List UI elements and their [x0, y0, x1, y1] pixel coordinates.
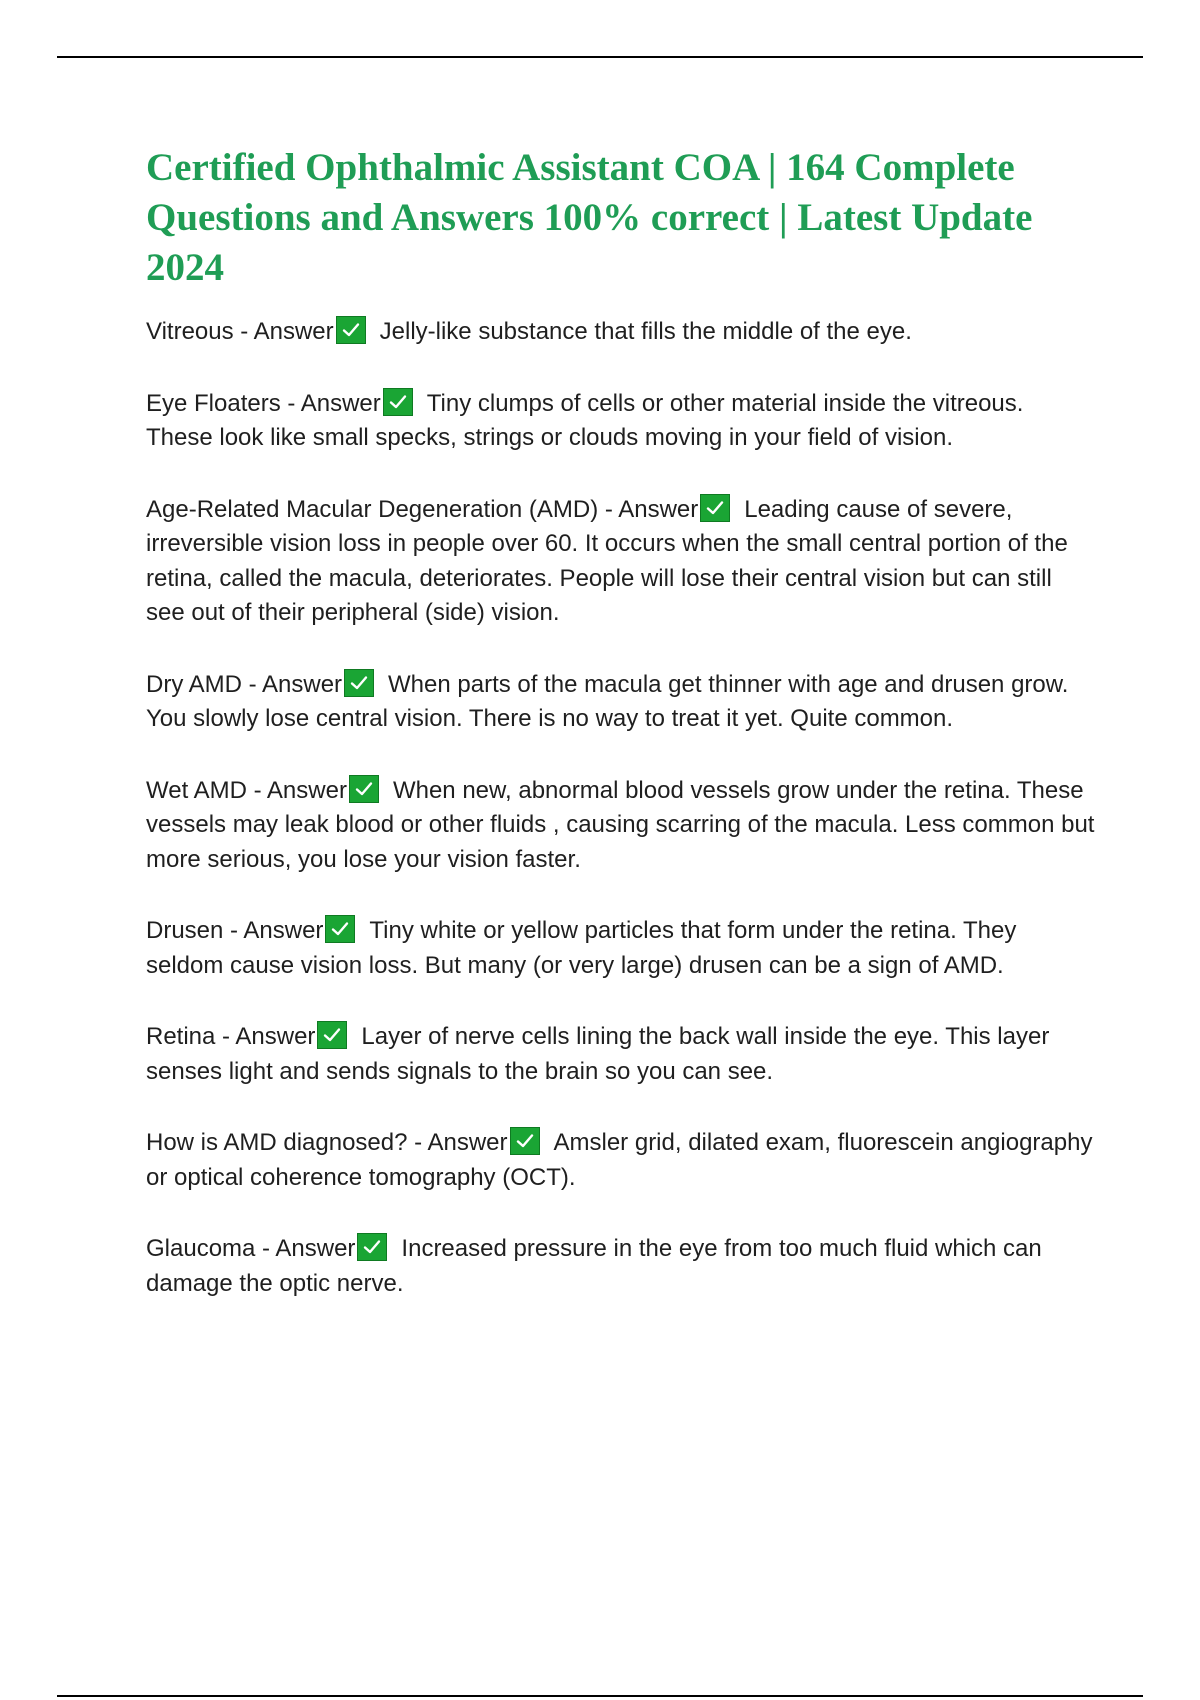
qa-answer: Tiny white or yellow particles that form under the retina. They seldom cause vision loss. But many (or very large) drusen can be a sign of AMD. — [146, 917, 1017, 979]
qa-term-text: Glaucoma — [146, 1235, 256, 1262]
check-icon — [510, 1127, 540, 1155]
qa-term — [146, 390, 427, 417]
document-title: Certified Ophthalmic Assistant COA | 164 Complete Questions and Answers 100% correct | Latest Update 2024 — [146, 146, 1033, 289]
document-body — [146, 143, 1096, 1338]
qa-term — [146, 1023, 361, 1050]
answer-label: - Answer — [223, 917, 324, 944]
answer-label: - Answer — [246, 776, 347, 804]
qa-term-text: Retina — [146, 1023, 216, 1050]
check-icon — [336, 316, 366, 344]
qa-answer: When new, abnormal blood vessels grow under the retina. These vessels may leak blood or other fluids , causing scarring of the macula. Less common but more serious, you lose your vision faster. — [146, 776, 1095, 873]
answer-label: - Answer — [242, 670, 343, 698]
qa-term — [146, 318, 380, 345]
qa-term-text: Wet AMD — [146, 776, 247, 804]
qa-term-text: Vitreous — [146, 318, 234, 345]
qa-list — [146, 315, 1096, 1301]
answer-label: - Answer — [407, 1129, 508, 1156]
qa-term — [146, 496, 744, 523]
qa-item — [146, 914, 1096, 983]
qa-answer: Jelly-like substance that fills the middle of the eye. — [379, 318, 912, 345]
qa-term — [146, 671, 388, 698]
qa-item — [146, 1020, 1096, 1089]
qa-term-text: Drusen — [146, 917, 224, 944]
qa-term — [146, 1129, 554, 1156]
answer-label: - Answer — [233, 318, 334, 345]
qa-term — [146, 1235, 401, 1262]
qa-term — [146, 917, 369, 944]
qa-item — [146, 493, 1096, 631]
check-icon — [344, 669, 374, 697]
qa-item — [146, 315, 1096, 350]
qa-answer: Layer of nerve cells lining the back wall inside the eye. This layer senses light and sends signals to the brain so you can see. — [146, 1023, 1050, 1085]
qa-term-text: Eye Floaters — [146, 389, 281, 417]
qa-item — [146, 774, 1096, 878]
check-icon — [383, 388, 413, 416]
qa-answer: Amsler grid, dilated exam, fluorescein angiography or optical coherence tomography (OCT). — [146, 1129, 1093, 1191]
qa-answer: When parts of the macula get thinner with age and drusen grow. You slowly lose central vision. There is no way to treat it yet. Quite common. — [146, 670, 1069, 732]
check-icon — [317, 1021, 347, 1049]
qa-answer: Leading cause of severe, irreversible vision loss in people over 60. It occurs when the small central portion of the retina, called the macula, deteriorates. People will lose their central vision but can still see out of their peripheral (side) vision. — [146, 495, 1068, 626]
answer-label: - Answer — [215, 1023, 316, 1050]
qa-term-text: Age-Related Macular Degeneration (AMD) — [146, 495, 599, 523]
qa-item — [146, 1232, 1096, 1301]
top-rule — [57, 56, 1143, 58]
qa-item — [146, 387, 1096, 456]
qa-answer: Increased pressure in the eye from too much fluid which can damage the optic nerve. — [146, 1235, 1042, 1297]
check-icon — [700, 494, 730, 522]
qa-answer: Tiny clumps of cells or other material inside the vitreous. These look like small specks, strings or clouds moving in your field of vision. — [146, 389, 1024, 451]
bottom-rule — [57, 1695, 1143, 1697]
answer-label: - Answer — [598, 495, 699, 523]
check-icon — [357, 1233, 387, 1261]
qa-term — [146, 777, 393, 804]
qa-term-text: Dry AMD — [146, 670, 242, 698]
qa-item — [146, 1126, 1096, 1195]
check-icon — [349, 775, 379, 803]
answer-label: - Answer — [255, 1235, 356, 1262]
qa-item — [146, 668, 1096, 737]
check-icon — [325, 915, 355, 943]
answer-label: - Answer — [280, 389, 381, 417]
qa-term-text: How is AMD diagnosed? — [146, 1129, 408, 1156]
